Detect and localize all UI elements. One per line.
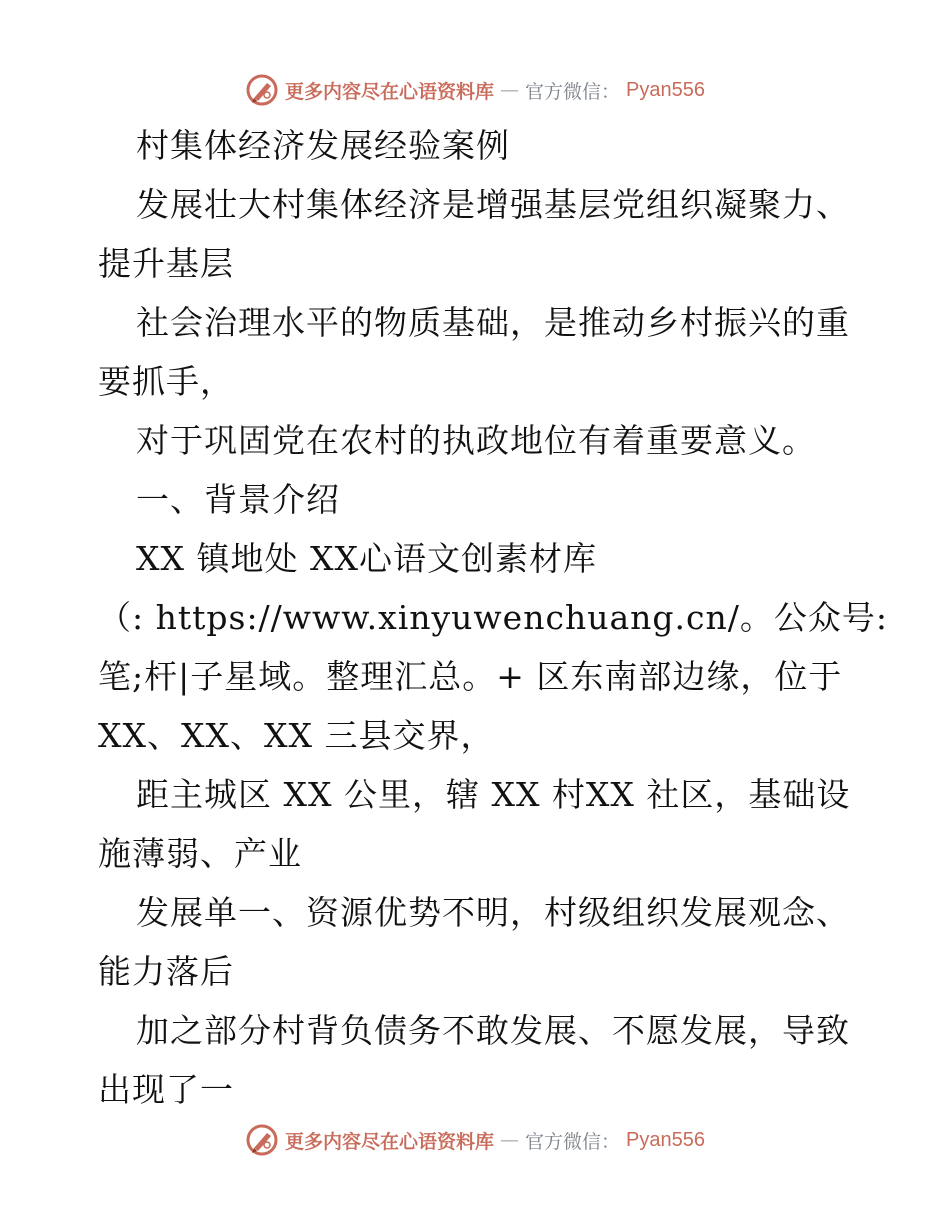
header-watermark-separator: — [500,79,520,101]
footer-watermark-separator: — [500,1129,520,1151]
paragraph-line: 出现了一 [98,1070,234,1109]
paragraph-line: 加之部分村背负债务不敢发展、不愿发展，导致 [136,1011,850,1050]
paragraph-line: 施薄弱、产业 [98,834,302,873]
document-body [98,116,888,1119]
pen-logo-icon [245,73,279,107]
footer-watermark [0,1120,950,1160]
paragraph-line: 发展壮大村集体经济是增强基层党组织凝聚力、 [136,185,850,224]
footer-watermark-text: 更多内容尽在心语资料库 [285,1130,495,1153]
paragraph-line: （: https://www.xinyuwenchuang.cn/。公众号: [98,598,888,637]
header-watermark [0,70,950,110]
paragraph-line: 提升基层 [98,244,234,283]
footer-wechat-label: 官方微信： [525,1130,621,1153]
paragraph-line: 对于巩固党在农村的执政地位有着重要意义。 [136,421,816,460]
paragraph-line: 距主城区 XX 公里，辖 XX 村XX 社区，基础设 [136,775,851,814]
header-wechat-label: 官方微信： [525,80,621,103]
paragraph-line: 发展单一、资源优势不明，村级组织发展观念、 [136,893,850,932]
footer-wechat-id: Pyan556 [626,1128,705,1151]
paragraph-line: 要抓手， [98,362,234,401]
paragraph-line: 笔;杆|子星域。整理汇总。+ 区东南部边缘，位于 [98,657,843,696]
paragraph-line: 社会治理水平的物质基础，是推动乡村振兴的重 [136,303,850,342]
section-heading: 一、背景介绍 [136,480,340,519]
pen-logo-icon [245,1123,279,1157]
paragraph-line: XX 镇地处 XX心语文创素材库 [136,539,597,578]
header-watermark-text: 更多内容尽在心语资料库 [285,80,495,103]
header-wechat-id: Pyan556 [626,78,705,101]
paragraph-line: XX、XX、XX 三县交界， [98,716,495,755]
doc-title: 村集体经济发展经验案例 [136,126,510,165]
paragraph-line: 能力落后 [98,952,234,991]
